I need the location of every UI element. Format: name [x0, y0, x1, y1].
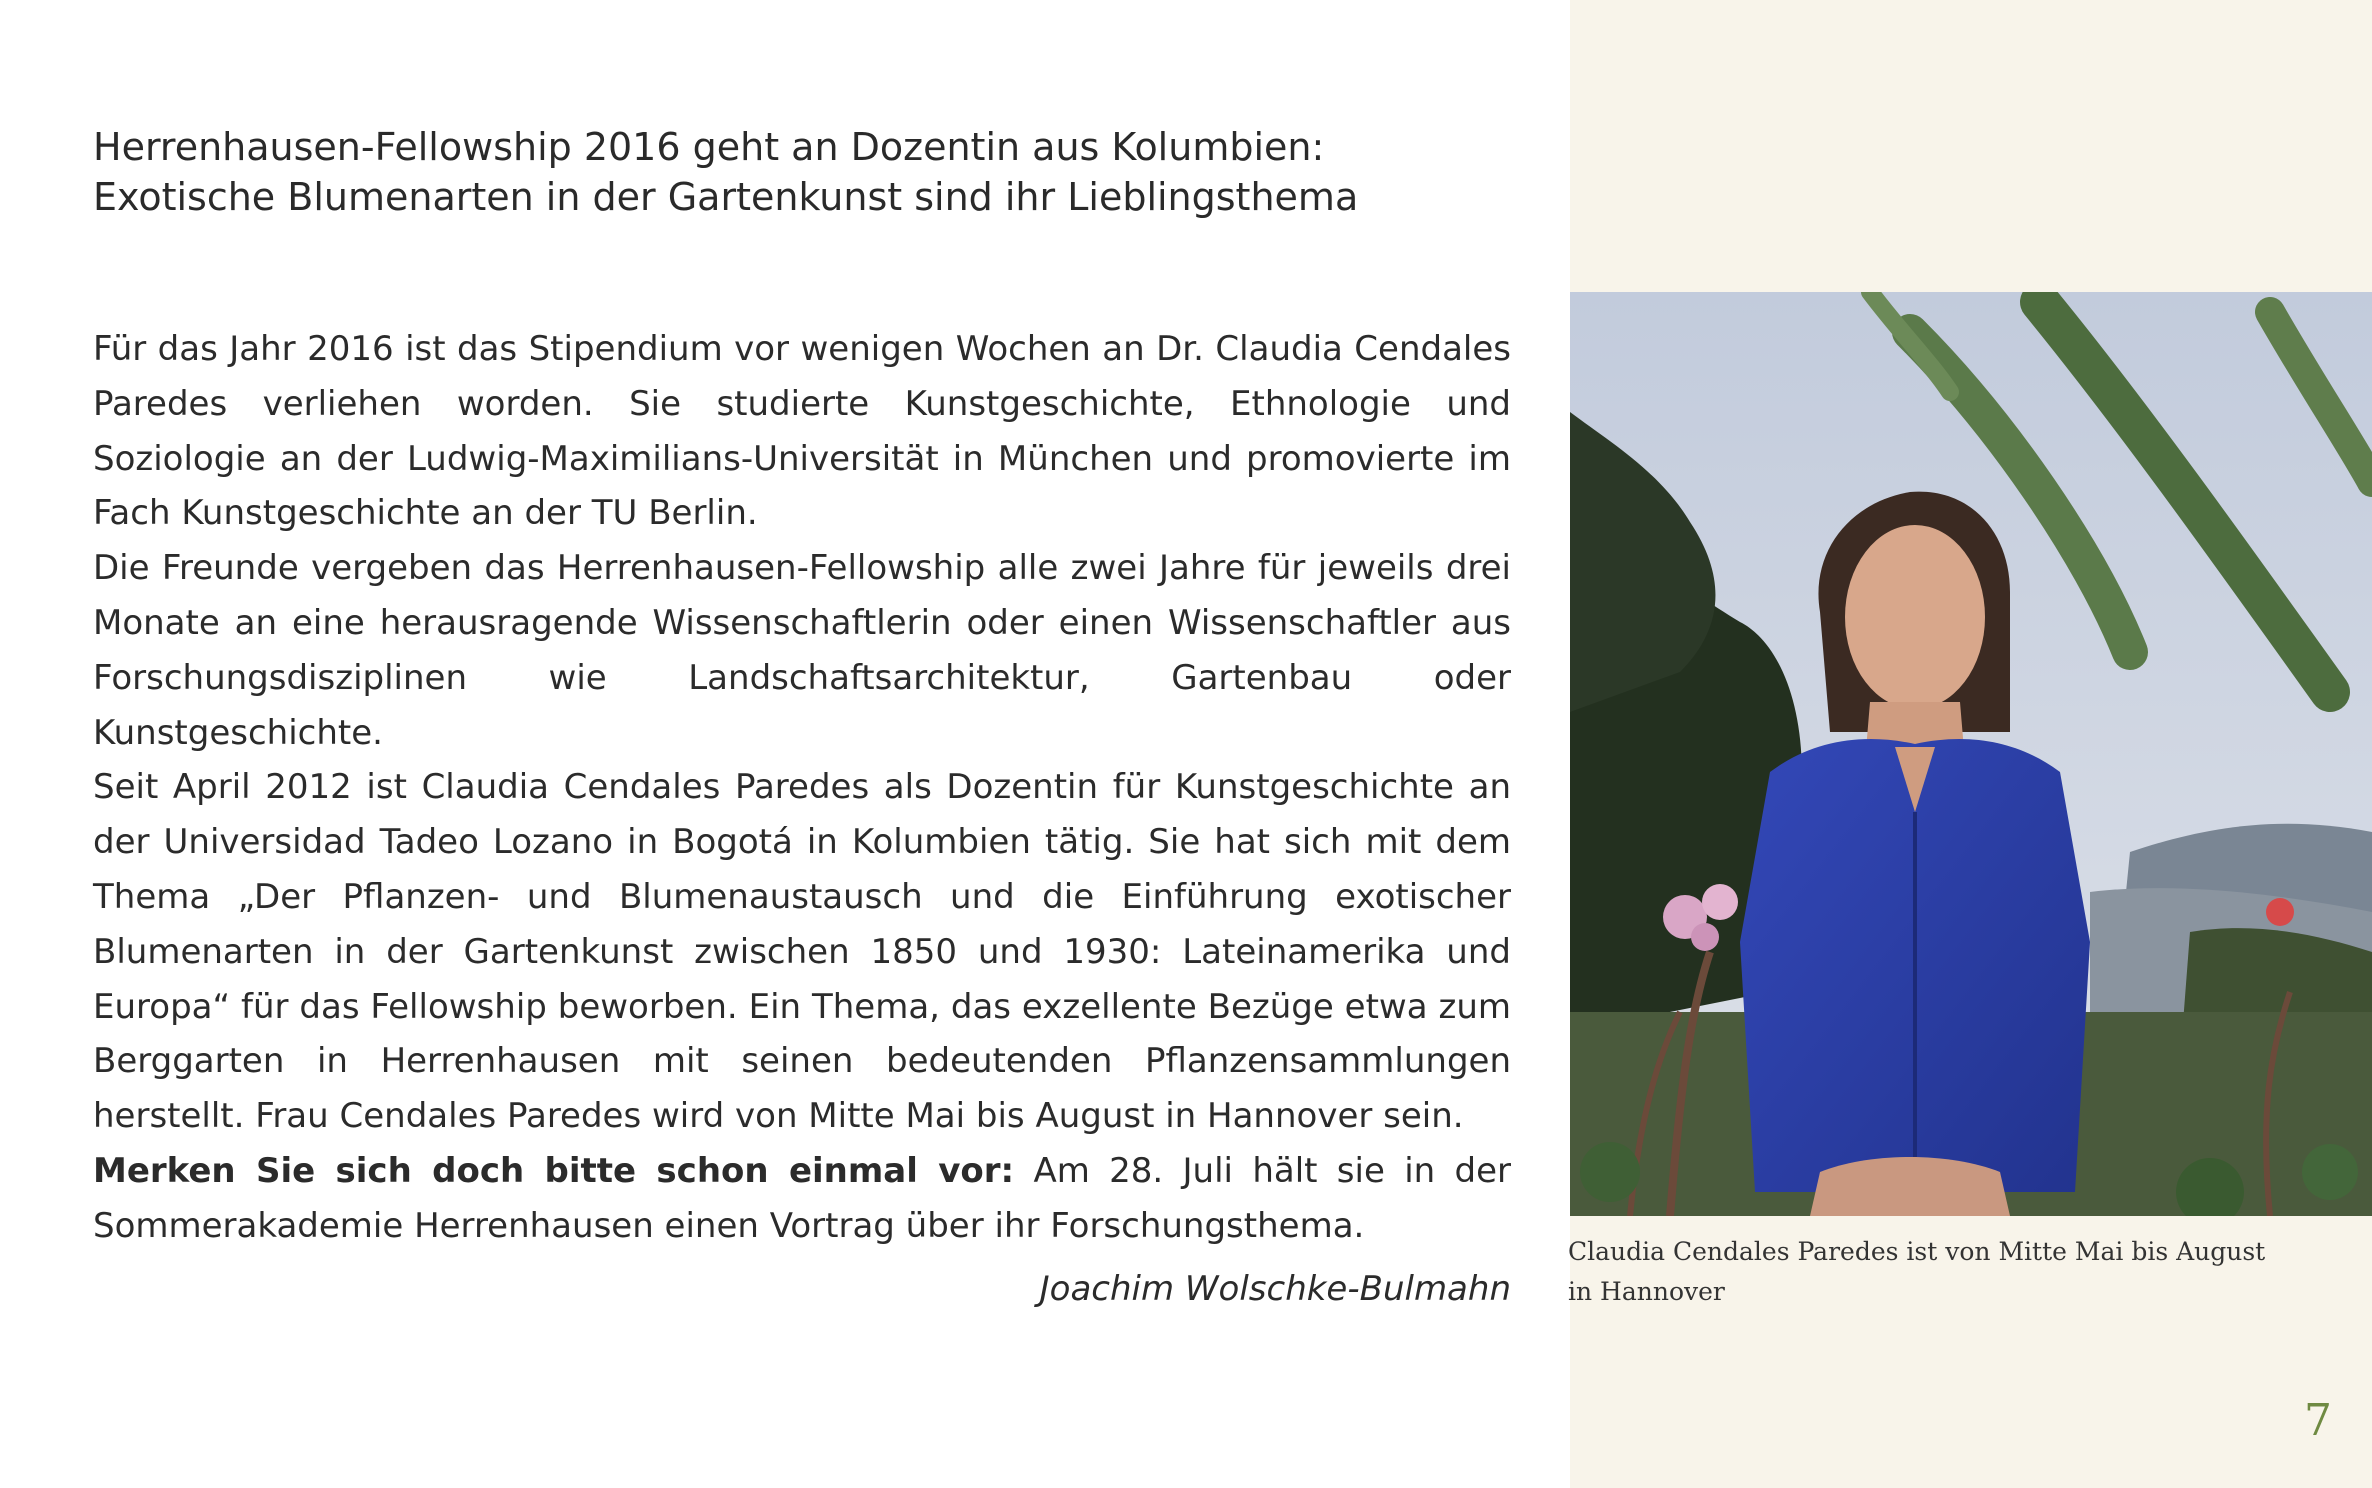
paragraph-1: Für das Jahr 2016 ist das Stipendium vor wenigen Wochen an Dr. Claudia Cendales Paredes verliehen worden. Sie studierte Kunstgeschichte, Ethnologie und Soziologie an der Ludwig-Maximilians-Universität in München und promovierte im Fach Kunstgeschichte an der TU Berlin.: [93, 329, 1511, 534]
photo-caption: Claudia Cendales Paredes ist von Mitte Mai bis August in Hannover: [1568, 1237, 2266, 1306]
headline-line-2: Exotische Blumenarten in der Gartenkunst sind ihr Lieblingsthema: [93, 175, 1359, 219]
headline-line-1: Herrenhausen-Fellowship 2016 geht an Dozentin aus Kolumbien:: [93, 125, 1325, 169]
article-author: Joachim Wolschke-Bulmahn: [1039, 1269, 1511, 1309]
paragraph-4-lead: Merken Sie sich doch bitte schon einmal vor:: [93, 1150, 1015, 1191]
portrait-photo: [1570, 292, 2372, 1216]
paragraph-4-rest: Am 28. Juli hält sie in der Sommerakademie Herrenhausen einen Vortrag über ihr Forschungsthema.: [93, 1150, 1511, 1246]
paragraph-2: Die Freunde vergeben das Herrenhausen-Fellowship alle zwei Jahre für jeweils drei Monate an eine herausragende Wissenschaftlerin oder einen Wissenschaftler aus Forschungsdisziplinen wie Landschaftsarchitektur, Gartenbau oder Kunstgeschichte.: [93, 548, 1511, 753]
article-headline: [93, 122, 1553, 222]
article-body: [93, 322, 1511, 1254]
page-number: 7: [2304, 1395, 2332, 1446]
paragraph-4: [93, 1144, 1511, 1254]
paragraph-3: Seit April 2012 ist Claudia Cendales Paredes als Dozentin für Kunstgeschichte an der Universidad Tadeo Lozano in Bogotá in Kolumbien tätig. Sie hat sich mit dem Thema „Der Pflanzen- und Blumenaustausch und die Einführung exotischer Blumenarten in der Gartenkunst zwischen 1850 und 1930: Lateinamerika und Europa“ für das Fellowship beworben. Ein Thema, das exzellente Bezüge etwa zum Berggarten in Herrenhausen mit seinen bedeutenden Pflanzensammlungen herstellt. Frau Cendales Paredes wird von Mitte Mai bis August in Hannover sein.: [93, 767, 1511, 1137]
